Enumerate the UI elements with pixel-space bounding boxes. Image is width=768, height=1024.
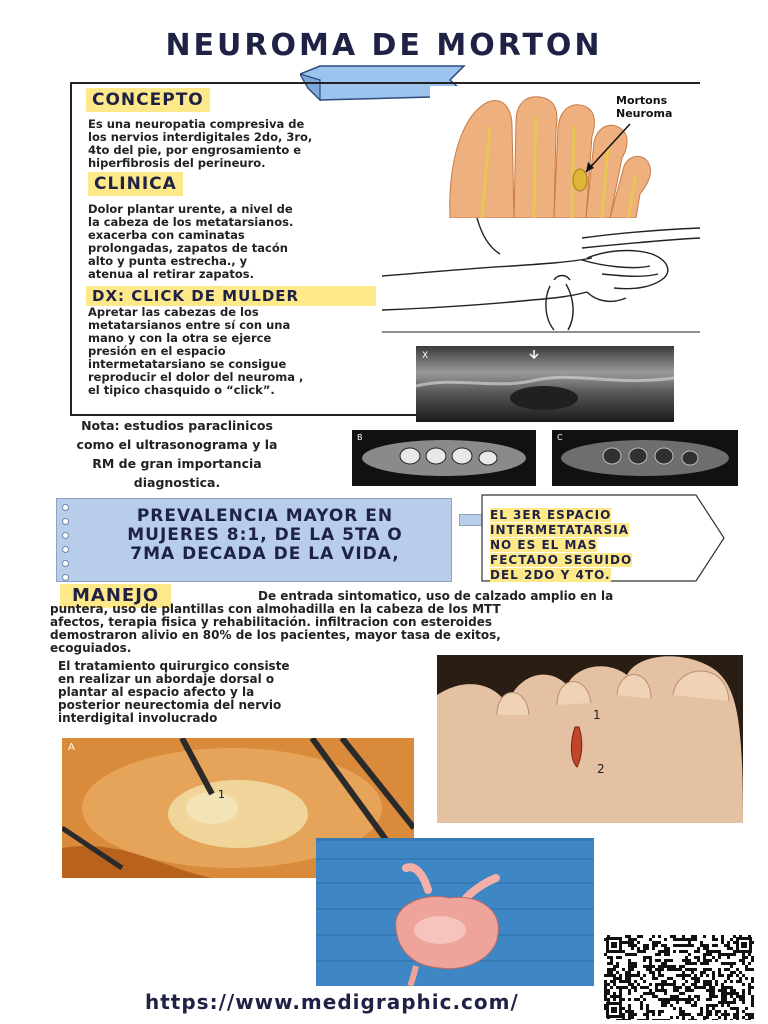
- dx-line: el tipico chasquido o “click”.: [88, 383, 275, 397]
- concepto-heading: CONCEPTO: [86, 88, 210, 112]
- dx-line: Apretar las cabezas de los: [88, 305, 259, 319]
- espacio-line: FECTADO SEGUIDO: [490, 553, 633, 567]
- manejo-line: afectos, terapia fisica y rehabilitación. infiltracion con esteroides: [50, 615, 493, 629]
- concepto-line: 4to del pie, por engrosamiento e: [88, 143, 302, 157]
- foot-photo-label-2: 2: [597, 762, 605, 776]
- ultrasound-image: [416, 346, 674, 422]
- manejo-text: [50, 603, 752, 655]
- espacio-line: INTERMETATARSIA: [490, 523, 630, 537]
- foot-photo-label-1: 1: [593, 708, 601, 722]
- nota-line: diagnostica.: [133, 475, 221, 490]
- espacio-line: DEL 2DO Y 4TO.: [490, 568, 611, 582]
- prevalencia-line: MUJERES 8:1, DE LA 5TA O: [127, 525, 403, 545]
- manejo-heading: MANEJO: [60, 584, 171, 608]
- quirurgico-text: [58, 660, 378, 725]
- clinica-text: [88, 203, 388, 281]
- clinica-line: exacerba con caminatas: [88, 228, 245, 242]
- dx-line: reproducir el dolor del neuroma ,: [88, 370, 304, 384]
- nota-line: Nota: estudios paraclinicos: [81, 418, 273, 433]
- nota-line: RM de gran importancia: [92, 456, 262, 471]
- manejo-line: demostraron alivio en 80% de los pacientes, mayor tasa de exitos,: [50, 628, 501, 642]
- qr-code: [604, 935, 754, 1020]
- surgery-label-a: A: [68, 742, 75, 753]
- manejo-line: ecoguiados.: [50, 641, 132, 655]
- dx-line: presión en el espacio: [88, 344, 226, 358]
- mri-b-label: B: [357, 433, 363, 442]
- concepto-line: hiperfibrosis del perineuro.: [88, 156, 266, 170]
- quirurgico-line: El tratamiento quirurgico consiste: [58, 659, 290, 673]
- manejo-first-line: De entrada sintomatico, uso de calzado amplio en la: [258, 589, 614, 603]
- concepto-text: [88, 118, 408, 170]
- clinica-line: atenua al retirar zapatos.: [88, 267, 254, 281]
- page-title: NEUROMA DE MORTON: [165, 28, 603, 63]
- clinica-line: alto y punta estrecha., y: [88, 254, 248, 268]
- prevalencia-line: PREVALENCIA MAYOR EN: [136, 506, 394, 526]
- quirurgico-line: en realizar un abordaje dorsal o: [58, 672, 275, 686]
- clinica-line: Dolor plantar urente, a nivel de: [88, 202, 293, 216]
- prevalencia-banner: [56, 498, 452, 582]
- concepto-line: los nervios interdigitales 2do, 3ro,: [88, 130, 313, 144]
- clinica-line: prolongadas, zapatos de tacón: [88, 241, 288, 255]
- neuroma-label: Neuroma: [616, 107, 673, 120]
- espacio-line: EL 3ER ESPACIO: [490, 508, 612, 522]
- espacio-text: [490, 508, 690, 583]
- dx-text: [88, 306, 398, 397]
- clinica-heading: CLINICA: [88, 172, 183, 196]
- nota-text: [32, 416, 322, 492]
- nota-line: como el ultrasonograma y la: [76, 437, 278, 452]
- dx-line: mano y con la otra se ejerce: [88, 331, 272, 345]
- manejo-line: puntera, uso de plantillas con almohadilla en la cabeza de los MTT: [50, 602, 501, 616]
- espacio-line: NO ES EL MAS: [490, 538, 598, 552]
- dx-line: intermetatarsiano se consigue: [88, 357, 287, 371]
- notebook-rings: [62, 504, 70, 588]
- mri-image-c: [552, 430, 738, 486]
- quirurgico-line: interdigital involucrado: [58, 711, 218, 725]
- foot-neuroma-illustration: [430, 86, 692, 218]
- surgery-label-1: 1: [218, 788, 225, 801]
- mortons-label: Mortons: [616, 94, 668, 107]
- quirurgico-line: plantar al espacio afecto y la: [58, 685, 255, 699]
- dx-line: metatarsianos entre sí con una: [88, 318, 291, 332]
- mri-c-label: C: [557, 433, 563, 442]
- foot-incision-photo: [437, 655, 743, 823]
- concepto-line: Es una neuropatia compresiva de: [88, 117, 305, 131]
- quirurgico-line: posterior neurectomia del nervio: [58, 698, 282, 712]
- clinica-line: la cabeza de los metatarsianos.: [88, 215, 294, 229]
- website-url[interactable]: https://www.medigraphic.com/: [145, 990, 519, 1014]
- mulder-test-drawing: [382, 218, 700, 333]
- prevalencia-line: 7MA DECADA DE LA VIDA,: [130, 544, 400, 564]
- mri-image-b: [352, 430, 536, 486]
- dx-heading: DX: CLICK DE MULDER: [86, 286, 376, 306]
- excised-neuroma-photo: [316, 838, 594, 986]
- frame-top-line: [460, 82, 700, 84]
- ultrasound-label: X: [422, 351, 429, 361]
